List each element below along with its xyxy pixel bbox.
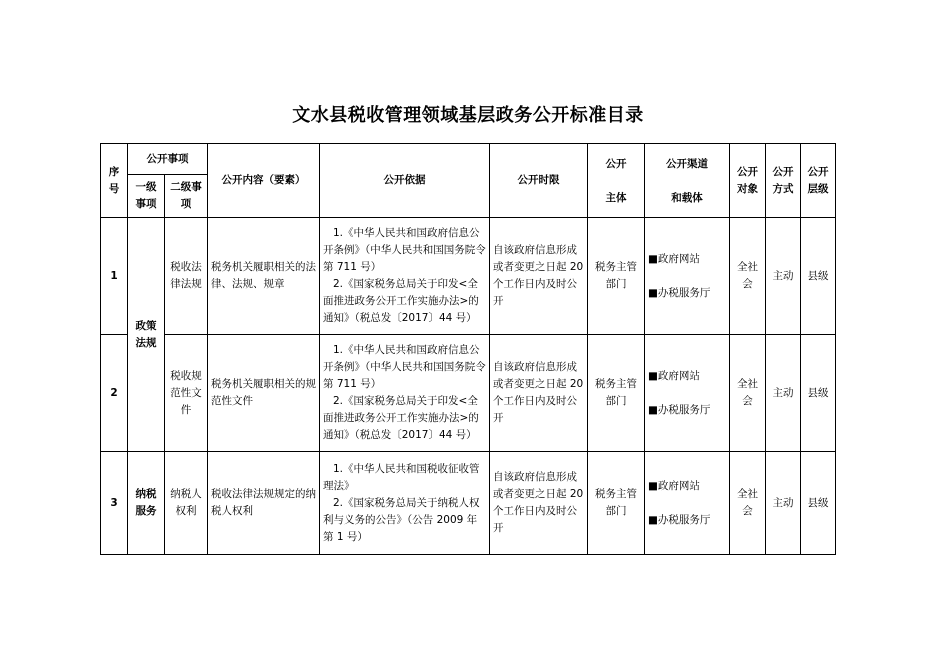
row-target: 全社会 [730,452,766,555]
row-target: 全社会 [730,335,766,452]
row-seq: 2 [101,335,128,452]
header-level2: 二级事项 [165,175,208,218]
row-level2: 税收法律法规 [165,218,208,335]
row-level2: 税收规范性文件 [165,335,208,452]
row-basis [320,335,490,452]
row-time: 自该政府信息形成或者变更之日起 20 个工作日内及时公开 [490,452,588,555]
row-method: 主动 [766,452,801,555]
row-level2: 纳税人权利 [165,452,208,555]
header-seq: 序号 [101,144,128,218]
row-channels [645,335,730,452]
row-seq: 1 [101,218,128,335]
row-subject: 税务主管部门 [588,335,645,452]
basis-item: 2.《国家税务总局关于纳税人权利与义务的公告》（公告 2009 年第 1 号） [323,496,480,543]
row-seq: 3 [101,452,128,555]
header-subject [588,144,645,218]
header-row-1 [101,144,836,175]
header-content: 公开内容（要素） [208,144,320,218]
row-content: 税务机关履职相关的法律、法规、规章 [208,218,320,335]
row-basis [320,218,490,335]
group-cell-service: 纳税服务 [128,452,165,555]
row-target: 全社会 [730,218,766,335]
row-level: 县级 [801,218,836,335]
channel-item: ■办税服务厅 [648,514,711,526]
row-time: 自该政府信息形成或者变更之日起 20 个工作日内及时公开 [490,335,588,452]
basis-item: 2.《国家税务总局关于印发<全面推进政务公开工作实施办法>的通知》（税总发〔2017〕44 号） [323,278,479,324]
basis-item: 1.《中华人民共和国政府信息公开条例》（中华人民共和国国务院令第 711 号） [323,227,486,273]
row-basis [320,452,490,555]
header-items-group: 公开事项 [128,144,208,175]
row-channels [645,218,730,335]
header-channel [645,144,730,218]
table-row [101,335,836,452]
header-level1: 一级事项 [128,175,165,218]
channel-item: ■政府网站 [648,480,700,492]
group-cell-policy: 政策法规 [128,218,165,452]
row-content: 税收法律法规规定的纳税人权利 [208,452,320,555]
basis-item: 1.《中华人民共和国税收征收管理法》 [323,462,480,492]
row-level: 县级 [801,452,836,555]
header-channel-line-2: 和载体 [671,191,703,204]
channel-item: ■办税服务厅 [648,287,711,299]
header-basis: 公开依据 [320,144,490,218]
header-channel-line-1: 公开渠道 [666,157,708,170]
table-row [101,452,836,555]
basis-item: 2.《国家税务总局关于印发<全面推进政务公开工作实施办法>的通知》（税总发〔2017〕44 号） [323,395,479,441]
channel-item: ■政府网站 [648,253,700,265]
header-method: 公开方式 [766,144,801,218]
document-title: 文水县税收管理领域基层政务公开标准目录 [292,105,644,126]
header-subject-line-1: 公开 [605,157,627,170]
table-row [101,218,836,335]
row-subject: 税务主管部门 [588,452,645,555]
row-channels [645,452,730,555]
header-subject-line-2: 主体 [605,191,627,204]
header-level: 公开层级 [801,144,836,218]
basis-item: 1.《中华人民共和国政府信息公开条例》（中华人民共和国国务院令第 711 号） [323,344,486,390]
channel-item: ■政府网站 [648,370,700,382]
row-subject: 税务主管部门 [588,218,645,335]
header-time: 公开时限 [490,144,588,218]
disclosure-catalog-table [100,143,836,555]
row-content: 税务机关履职相关的规范性文件 [208,335,320,452]
row-level: 县级 [801,335,836,452]
row-time: 自该政府信息形成或者变更之日起 20 个工作日内及时公开 [490,218,588,335]
row-method: 主动 [766,218,801,335]
row-method: 主动 [766,335,801,452]
header-target: 公开对象 [730,144,766,218]
channel-item: ■办税服务厅 [648,404,711,416]
